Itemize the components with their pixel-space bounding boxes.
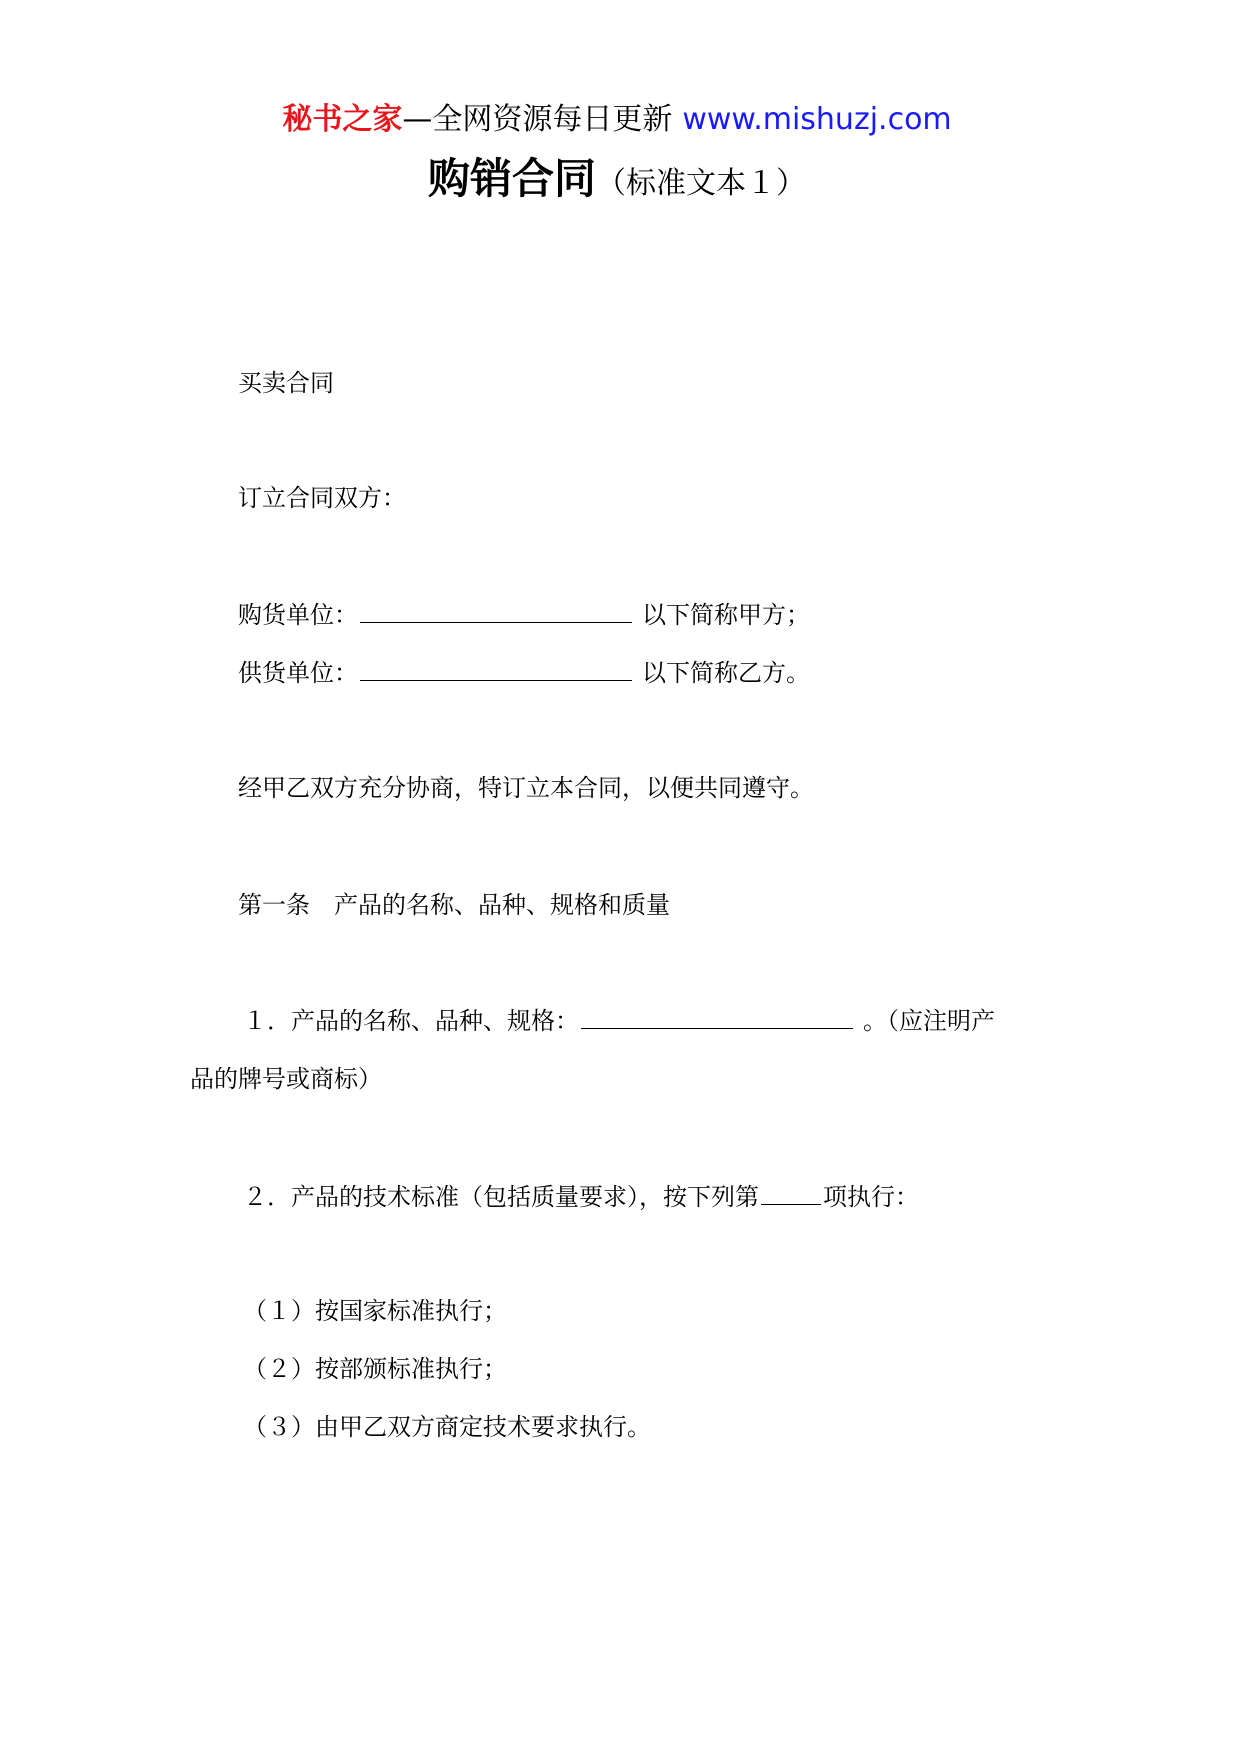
item1-prefix: １．产品的名称、品种、规格：: [243, 1007, 579, 1035]
buyer-suffix: 以下简称甲方；: [642, 601, 810, 629]
header-tagline: —全网资源每日更新: [402, 102, 673, 137]
parties-intro: 订立合同双方：: [238, 484, 406, 512]
option-3: （３）由甲乙双方商定技术要求执行。: [243, 1413, 651, 1441]
seller-line: [238, 656, 810, 689]
document-title-sub: （标准文本１）: [596, 166, 806, 201]
option-2: （２）按部颁标准执行；: [243, 1355, 507, 1383]
brand-name: 秘书之家: [282, 102, 403, 137]
buyer-line: [238, 598, 810, 631]
buyer-blank-field[interactable]: [360, 598, 632, 623]
site-url-link[interactable]: www.mishuzj.com: [682, 102, 952, 137]
item1-blank-field[interactable]: [581, 1004, 853, 1029]
item2-prefix: ２．产品的技术标准（包括质量要求），按下列第: [243, 1183, 759, 1211]
seller-suffix: 以下简称乙方。: [642, 659, 810, 687]
item1-continuation: 品的牌号或商标）: [190, 1065, 382, 1093]
seller-label: 供货单位：: [238, 659, 358, 687]
contract-heading: 买卖合同: [238, 369, 334, 397]
option-1: （１）按国家标准执行；: [243, 1297, 507, 1325]
seller-blank-field[interactable]: [360, 656, 632, 681]
item2-blank-field[interactable]: [761, 1180, 821, 1205]
item1-suffix: 。（应注明产: [863, 1007, 995, 1035]
agreement-paragraph: 经甲乙双方充分协商，特订立本合同，以便共同遵守。: [238, 774, 814, 802]
site-header: [0, 100, 1234, 140]
buyer-label: 购货单位：: [238, 601, 358, 629]
article1-title: 第一条 产品的名称、品种、规格和质量: [238, 891, 670, 919]
item2-line: [243, 1180, 919, 1213]
document-title: [0, 152, 1234, 215]
item2-suffix: 项执行：: [823, 1183, 919, 1211]
document-title-main: 购销合同: [427, 154, 596, 203]
item1-line: [243, 1004, 995, 1037]
